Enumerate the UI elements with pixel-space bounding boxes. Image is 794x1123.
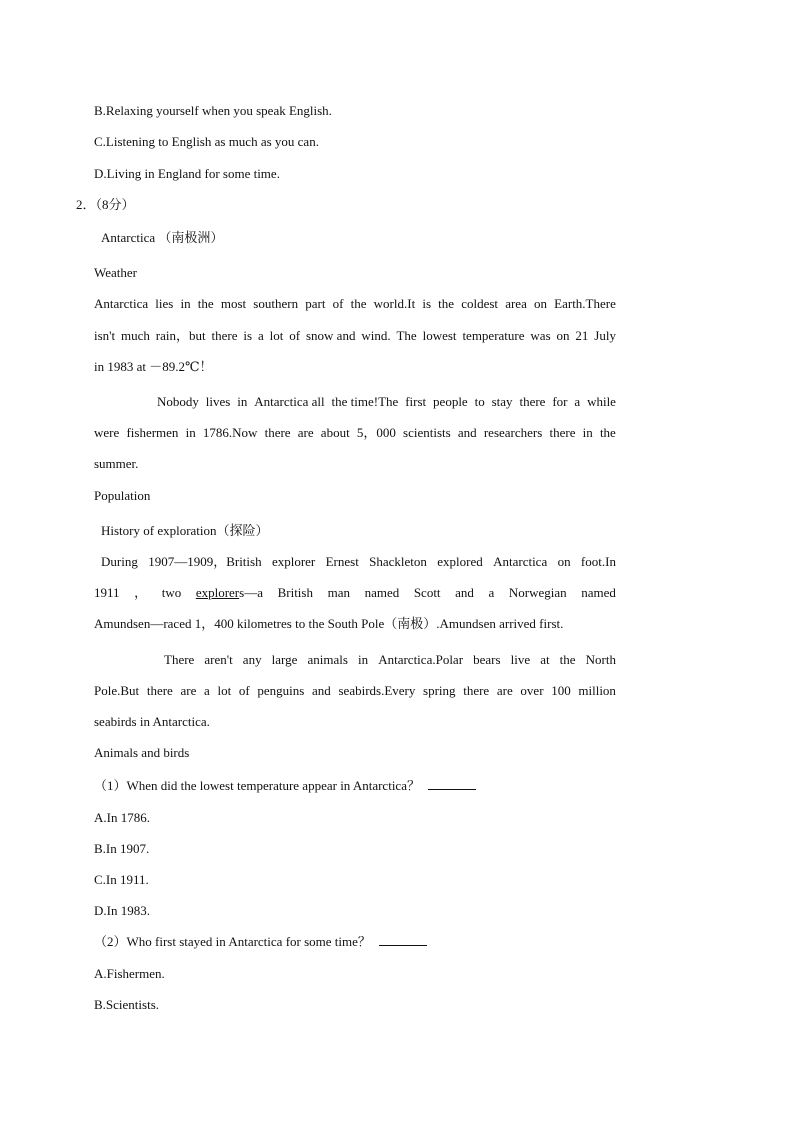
word: researchers bbox=[483, 425, 543, 440]
history-word: Scott bbox=[413, 585, 441, 600]
word: world.It bbox=[373, 296, 416, 311]
word: scientists bbox=[403, 425, 451, 440]
word: people bbox=[433, 394, 468, 409]
word: about bbox=[320, 425, 350, 440]
word: explored bbox=[437, 554, 483, 569]
word: lies bbox=[155, 296, 174, 311]
sub1-option-b: B.In 1907. bbox=[94, 841, 150, 856]
word: The bbox=[396, 328, 417, 343]
word: the bbox=[599, 425, 616, 440]
word: in bbox=[358, 652, 369, 667]
word: fishermen bbox=[126, 425, 179, 440]
word: a bbox=[574, 394, 581, 409]
animals-paragraph-line-3: seabirds in Antarctica. bbox=[94, 714, 210, 729]
history-heading: History of exploration（探险） bbox=[101, 523, 269, 538]
word: coldest bbox=[461, 296, 499, 311]
history-word: and bbox=[455, 585, 474, 600]
word: foot.In bbox=[580, 554, 616, 569]
word: at bbox=[540, 652, 550, 667]
underlined-vocabulary: explorer bbox=[195, 585, 240, 600]
word: lowest bbox=[422, 328, 457, 343]
word: of bbox=[238, 683, 250, 698]
word: are bbox=[180, 683, 197, 698]
word: on bbox=[556, 328, 570, 343]
sub1-option-a: A.In 1786. bbox=[94, 810, 150, 825]
answer-blank-2[interactable] bbox=[379, 933, 427, 946]
word: There bbox=[164, 652, 195, 667]
word: snow and bbox=[305, 328, 356, 343]
word: there bbox=[146, 683, 173, 698]
history-paragraph-line-2 bbox=[94, 584, 616, 602]
word: to bbox=[474, 394, 485, 409]
word: and bbox=[457, 425, 477, 440]
word: Nobody bbox=[157, 394, 199, 409]
word: bears bbox=[473, 652, 501, 667]
history-paragraph-line-3: Amundsen—raced 1，400 kilometres to the South Pole（南极）.Amundsen arrived first. bbox=[94, 616, 564, 631]
word: while bbox=[587, 394, 616, 409]
word: of bbox=[289, 328, 301, 343]
history-word: two bbox=[161, 585, 182, 600]
word: Antarctica bbox=[94, 296, 149, 311]
history-word: a bbox=[488, 585, 495, 600]
word: over bbox=[520, 683, 544, 698]
sub2-option-b: B.Scientists. bbox=[94, 997, 160, 1012]
word: isn't bbox=[94, 328, 116, 343]
word: the bbox=[438, 296, 455, 311]
word: 100 bbox=[551, 683, 571, 698]
word: on bbox=[557, 554, 571, 569]
history-paragraph-line-1 bbox=[101, 553, 616, 571]
word: penguins bbox=[257, 683, 305, 698]
word: the bbox=[197, 296, 214, 311]
weather-paragraph-line-2 bbox=[94, 327, 616, 345]
word: there bbox=[211, 328, 238, 343]
option-c: C.Listening to English as much as you can. bbox=[94, 134, 319, 149]
word: there bbox=[264, 425, 291, 440]
history-word: named bbox=[364, 585, 400, 600]
word: aren't bbox=[204, 652, 233, 667]
word: 5，000 bbox=[356, 425, 396, 440]
word: a bbox=[204, 683, 210, 698]
word: Antarctica bbox=[493, 554, 548, 569]
word: 1786.Now bbox=[202, 425, 258, 440]
word: Shackleton bbox=[369, 554, 427, 569]
word: there bbox=[519, 394, 546, 409]
word: 21 bbox=[575, 328, 589, 343]
word: the bbox=[350, 296, 367, 311]
word: are bbox=[297, 425, 314, 440]
sub-question-2 bbox=[94, 933, 427, 951]
population-paragraph-line-3: summer. bbox=[94, 456, 139, 471]
population-paragraph-line-1 bbox=[157, 393, 616, 411]
sub-question-1 bbox=[94, 777, 476, 795]
word: there bbox=[549, 425, 576, 440]
word: lives bbox=[205, 394, 231, 409]
word: in bbox=[185, 425, 196, 440]
word: southern bbox=[253, 296, 299, 311]
explorer-word: explorers—a bbox=[195, 585, 263, 600]
word: of bbox=[332, 296, 344, 311]
word: lot bbox=[269, 328, 284, 343]
word: lot bbox=[217, 683, 232, 698]
sub-question-1-text: （1）When did the lowest temperature appear in Antarctica？ bbox=[94, 778, 420, 793]
word: explorer bbox=[271, 554, 316, 569]
population-paragraph-line-2 bbox=[94, 424, 616, 442]
population-heading: Population bbox=[94, 488, 151, 503]
sub1-option-c: C.In 1911. bbox=[94, 872, 149, 887]
word: area bbox=[505, 296, 527, 311]
word: live bbox=[510, 652, 531, 667]
word: Earth.There bbox=[554, 296, 616, 311]
answer-blank-1[interactable] bbox=[428, 777, 476, 790]
option-b: B.Relaxing yourself when you speak English. bbox=[94, 103, 332, 118]
passage-title: Antarctica （南极洲） bbox=[101, 230, 224, 245]
weather-heading: Weather bbox=[94, 265, 137, 280]
sub2-option-a: A.Fishermen. bbox=[94, 966, 165, 981]
option-d: D.Living in England for some time. bbox=[94, 166, 280, 181]
word: North bbox=[585, 652, 616, 667]
history-word: Norwegian bbox=[508, 585, 567, 600]
word: July bbox=[594, 328, 616, 343]
word: for bbox=[552, 394, 568, 409]
word: in bbox=[582, 425, 593, 440]
word: Antarctica all bbox=[254, 394, 325, 409]
word: there bbox=[463, 683, 490, 698]
word: large bbox=[271, 652, 298, 667]
animals-heading: Animals and birds bbox=[94, 745, 190, 760]
history-word: 1911 bbox=[94, 585, 120, 600]
word: any bbox=[242, 652, 262, 667]
word: the bbox=[559, 652, 576, 667]
word: part bbox=[305, 296, 326, 311]
word: in bbox=[180, 296, 191, 311]
word: temperature bbox=[462, 328, 525, 343]
word: 1907—1909，British bbox=[148, 554, 262, 569]
weather-paragraph-line-3: in 1983 at －89.2℃！ bbox=[94, 359, 213, 374]
sub-question-2-text: （2）Who first stayed in Antarctica for some time？ bbox=[94, 934, 371, 949]
word: are bbox=[496, 683, 513, 698]
question-number: 2．（8分） bbox=[76, 197, 135, 212]
word: a bbox=[257, 328, 264, 343]
history-word: man bbox=[327, 585, 350, 600]
word: and bbox=[312, 683, 331, 698]
weather-paragraph-line-1 bbox=[94, 295, 616, 313]
word: were bbox=[94, 425, 120, 440]
word: is bbox=[243, 328, 253, 343]
animals-paragraph-line-2 bbox=[94, 682, 616, 700]
history-word: named bbox=[581, 585, 616, 600]
word: most bbox=[220, 296, 247, 311]
word: During bbox=[101, 554, 138, 569]
word: Antarctica.Polar bbox=[378, 652, 464, 667]
history-word: British bbox=[277, 585, 313, 600]
word: rain，but bbox=[155, 328, 206, 343]
animals-paragraph-line-1 bbox=[164, 651, 616, 669]
word: much bbox=[121, 328, 150, 343]
word: million bbox=[578, 683, 616, 698]
word: the time!The bbox=[331, 394, 399, 409]
word: spring bbox=[423, 683, 456, 698]
word: Ernest bbox=[325, 554, 359, 569]
history-word: ， bbox=[134, 585, 148, 600]
word: in bbox=[237, 394, 248, 409]
word: seabirds.Every bbox=[338, 683, 416, 698]
word: on bbox=[534, 296, 547, 311]
word: wind. bbox=[361, 328, 391, 343]
word: Pole.But bbox=[94, 683, 140, 698]
word: stay bbox=[491, 394, 513, 409]
word: first bbox=[405, 394, 427, 409]
word: is bbox=[422, 296, 432, 311]
word: animals bbox=[307, 652, 348, 667]
word: was bbox=[530, 328, 551, 343]
sub1-option-d: D.In 1983. bbox=[94, 903, 150, 918]
